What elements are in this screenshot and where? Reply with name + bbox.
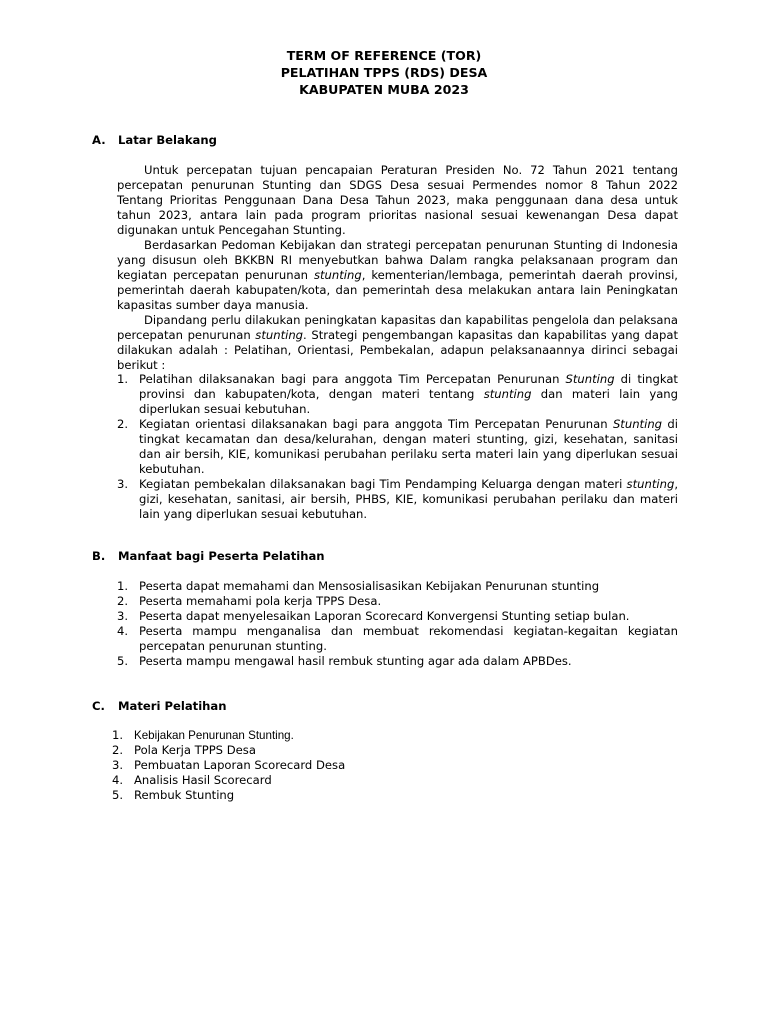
list-item: 1. Pelatihan dilaksanakan bagi para anggota Tim Percepatan Penurunan Stunting di tingkat provinsi dan kabupaten/kota, dengan materi tentang stunting dan materi lain yang diperlukan sesuai kebutuhan.	[117, 372, 679, 416]
section-a-letter: A.	[92, 133, 106, 147]
section-b-letter: B.	[92, 549, 106, 563]
list-item: 3. Peserta dapat menyelesaikan Laporan Scorecard Konvergensi Stunting setiap bulan.	[117, 609, 630, 623]
list-item: 5. Rembuk Stunting	[112, 788, 235, 802]
list-item: 3. Pembuatan Laporan Scorecard Desa	[112, 758, 346, 772]
title-line-2: PELATIHAN TPPS (RDS) DESA	[280, 65, 488, 80]
section-a-list	[117, 372, 678, 522]
section-a-body	[117, 163, 678, 373]
list-item: 4. Peserta mampu menganalisa dan membuat rekomendasi kegiatan-kegaitan kegiatan percepatan penurunan stunting.	[117, 624, 678, 653]
list-number: 1.	[117, 372, 129, 386]
section-c-letter: C.	[92, 699, 105, 713]
list-item: 5. Peserta mampu mengawal hasil rembuk stunting agar ada dalam APBDes.	[117, 654, 572, 668]
list-item: 2. Pola Kerja TPPS Desa	[112, 743, 256, 757]
title-line-3: KABUPATEN MUBA 2023	[299, 82, 469, 97]
section-c-title: Materi Pelatihan	[118, 699, 227, 713]
section-c-heading	[92, 699, 227, 714]
section-b-list	[117, 579, 678, 669]
list-item: 1. Kebijakan Penurunan Stunting.	[112, 728, 294, 742]
paragraph-3: Dipandang perlu dilakukan peningkatan kapasitas dan kapabilitas pengelola dan pelaksana percepatan penurunan stunting. Strategi pengembangan kapasitas dan kapabilitas yang dapat dilakukan adalah : Pelatihan, Orientasi, Pembekalan, adapun pelaksanaannya dirinci sebagai berikut :	[117, 313, 678, 372]
paragraph-2: Berdasarkan Pedoman Kebijakan dan strategi percepatan penurunan Stunting di Indonesia yang disusun oleh BKKBN RI menyebutkan bahwa Dalam rangka pelaksanaan program dan kegiatan percepatan penurunan stunting, kementerian/lembaga, pemerintah daerah provinsi, pemerintah daerah kabupaten/kota, dan pemerintah desa melakukan antara lain Peningkatan kapasitas sumber daya manusia.	[117, 238, 678, 312]
list-item: 4. Analisis Hasil Scorecard	[112, 773, 272, 787]
section-a-heading	[92, 133, 217, 148]
title-line-1: TERM OF REFERENCE (TOR)	[286, 48, 482, 63]
section-a-title: Latar Belakang	[118, 133, 217, 147]
section-c-list	[112, 728, 673, 803]
section-b-heading	[92, 549, 325, 564]
section-b-title: Manfaat bagi Peserta Pelatihan	[118, 549, 325, 563]
document-title	[0, 47, 768, 98]
list-item: 2. Kegiatan orientasi dilaksanakan bagi para anggota Tim Percepatan Penurunan Stunting di tingkat kecamatan dan desa/kelurahan, dengan materi stunting, gizi, kesehatan, sanitasi dan air bersih, KIE, komunikasi perubahan perilaku serta materi lain yang diperlukan sesuai kebutuhan.	[117, 417, 678, 476]
paragraph-1: Untuk percepatan tujuan pencapaian Peraturan Presiden No. 72 Tahun 2021 tentang percepatan penurunan Stunting dan SDGS Desa sesuai Permendes nomor 8 Tahun 2022 Tentang Prioritas Penggunaan Dana Desa Tahun 2023, maka penggunaan dana desa untuk tahun 2023, antara lain pada program prioritas nasional sesuai kewenangan Desa dapat digunakan untuk Pencegahan Stunting.	[117, 163, 678, 237]
list-item: 2. Peserta memahami pola kerja TPPS Desa.	[117, 594, 382, 608]
list-item: 3. Kegiatan pembekalan dilaksanakan bagi Tim Pendamping Keluarga dengan materi stunting, gizi, kesehatan, sanitasi, air bersih, PHBS, KIE, komunikasi perubahan perilaku dan materi lain yang diperlukan sesuai kebutuhan.	[117, 477, 678, 521]
list-item: 1. Peserta dapat memahami dan Mensosialisasikan Kebijakan Penurunan stunting	[117, 579, 600, 593]
list-number: 2.	[117, 417, 129, 431]
list-number: 3.	[117, 477, 129, 491]
